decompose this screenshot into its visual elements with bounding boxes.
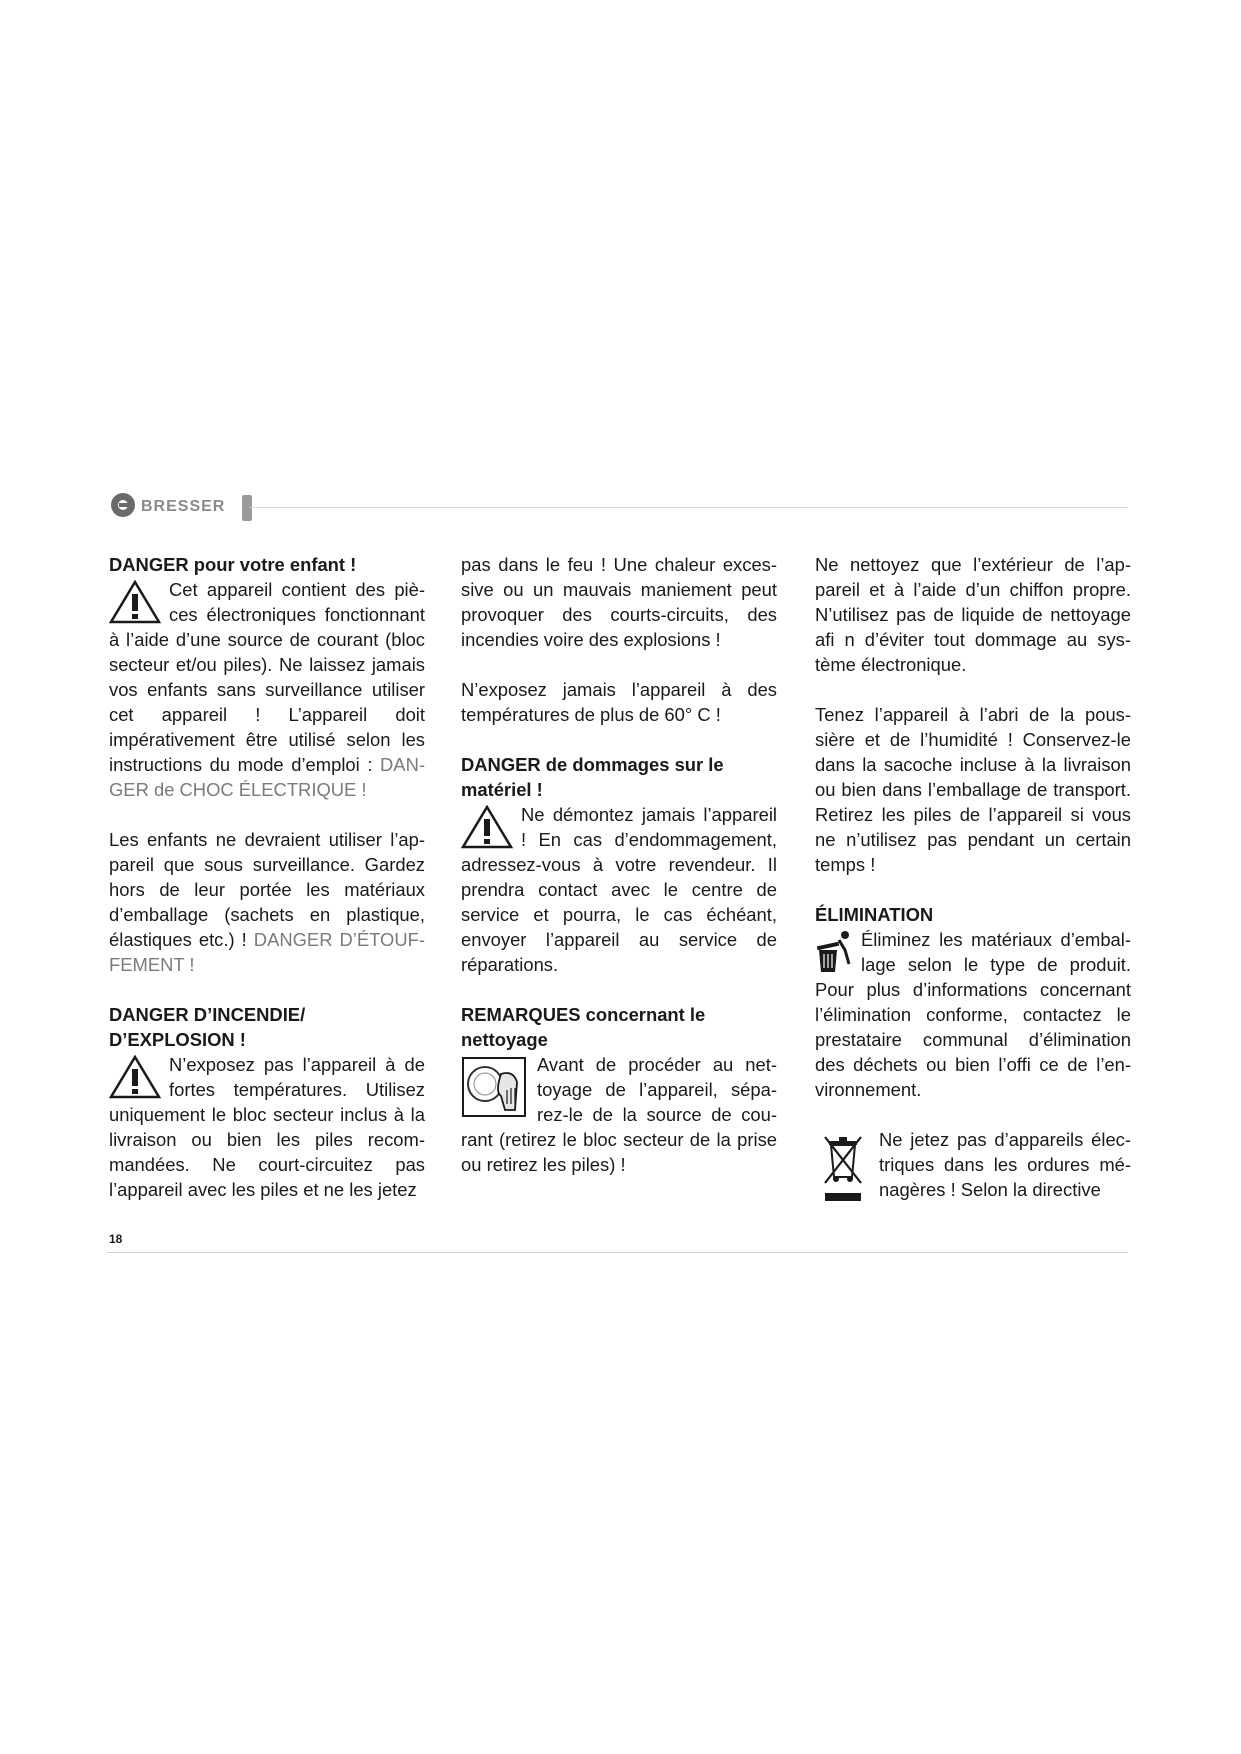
heading-cleaning: REMARQUES concernant le nettoyage: [461, 1004, 706, 1050]
trash-disposal-icon: [815, 930, 853, 976]
column-2: [461, 552, 777, 1177]
heading-danger-child: DANGER pour votre enfant !: [109, 554, 357, 575]
warning-triangle-icon: [461, 805, 513, 849]
logo-text: BRESSER: [141, 498, 226, 515]
fire-text-continued: pas dans le feu ! Une chaleur excessive ou un mauvais maniement peut provoquer des courts-circuits, des incendies voire des explosions !: [461, 554, 777, 650]
fire-text: N’exposez pas l’appareil à de fortes températures. Utilisez uniquement le bloc secteur inclus à la livraison ou bien les piles recommandées. Ne court-circuitez pas l’appareil avec les piles et ne les jetez: [109, 1054, 425, 1200]
warning-triangle-icon: [109, 580, 161, 624]
column-3: [815, 552, 1131, 1203]
cleaning-icon: [461, 1054, 529, 1120]
material-damage-text: Ne démontez jamais l’appareil ! En cas d’endommagement, adressez-vous à votre revendeur. Il prendra contact avec le centre de service et pourra, le cas échéant, envoyer l’appareil au service de réparations.: [461, 804, 777, 975]
suffocation-reference: DANGER D’ÉTOUFFEMENT !: [109, 929, 425, 975]
column-1: [109, 552, 425, 1202]
page-number: 18: [109, 1232, 123, 1246]
temperature-text: N’exposez jamais l’appareil à des températures de plus de 60° C !: [461, 679, 777, 725]
electrical-waste-text: Ne jetez pas d’appareils électriques dans les ordures ménagères ! Selon la directive: [879, 1129, 1131, 1200]
disposal-text: Éliminez les matériaux d’emballage selon le type de produit. Pour plus d’informations concernant l’élimination conforme, contactez le prestataire communal d’élimination des déchets ou bien l’offi ce de l’environnement.: [815, 929, 1131, 1100]
heading-fire-explosion: DANGER D’INCENDIE/ D’EXPLOSION !: [109, 1004, 306, 1050]
footer-rule: [107, 1252, 1128, 1253]
storage-text: Tenez l’appareil à l’abri de la poussière et de l’humidité ! Conservez-le dans la sacoche incluse à la livraison ou bien dans l’emballage de transport. Retirez les piles de l’appareil si vous ne n’utilisez pas pendant un certain temps !: [815, 704, 1131, 875]
paragraph: [109, 827, 425, 977]
crossed-bin-icon: [821, 1133, 865, 1203]
heading-disposal: ÉLIMINATION: [815, 904, 934, 925]
cleaning-text: Avant de procéder au nettoyage de l’appareil, séparez-le de la source de courant (retirez le bloc secteur de la prise ou retirez les piles) !: [461, 1054, 777, 1175]
bresser-logo: [107, 485, 259, 527]
supervision-text: Les enfants ne devraient utiliser l’appareil que sous surveillance. Gardez hors de leur portée les matériaux d’emballage (sachets en plastique, élastiques etc.) !: [109, 829, 425, 950]
warning-triangle-icon: [109, 1055, 161, 1099]
cleaning-exterior-text: Ne nettoyez que l’extérieur de l’appareil et à l’aide d’un chiffon propre. N’utilisez pas de liquide de nettoyage afi n d’éviter tout dommage au système électronique.: [815, 554, 1131, 675]
danger-child-text: Cet appareil contient des pièces électroniques fonctionnant à l’aide d’une source de courant (bloc secteur et/ou piles). Ne laissez jamais vos enfants sans surveillance utiliser cet appareil ! L’appareil doit impérativement être utilisé selon les instructions du mode d’emploi :: [109, 579, 425, 775]
electric-shock-reference: DANGER de CHOC ÉLECTRIQUE !: [109, 754, 425, 800]
heading-material-damage: DANGER de dommages sur le matériel !: [461, 754, 724, 800]
header-rule: [250, 507, 1128, 508]
